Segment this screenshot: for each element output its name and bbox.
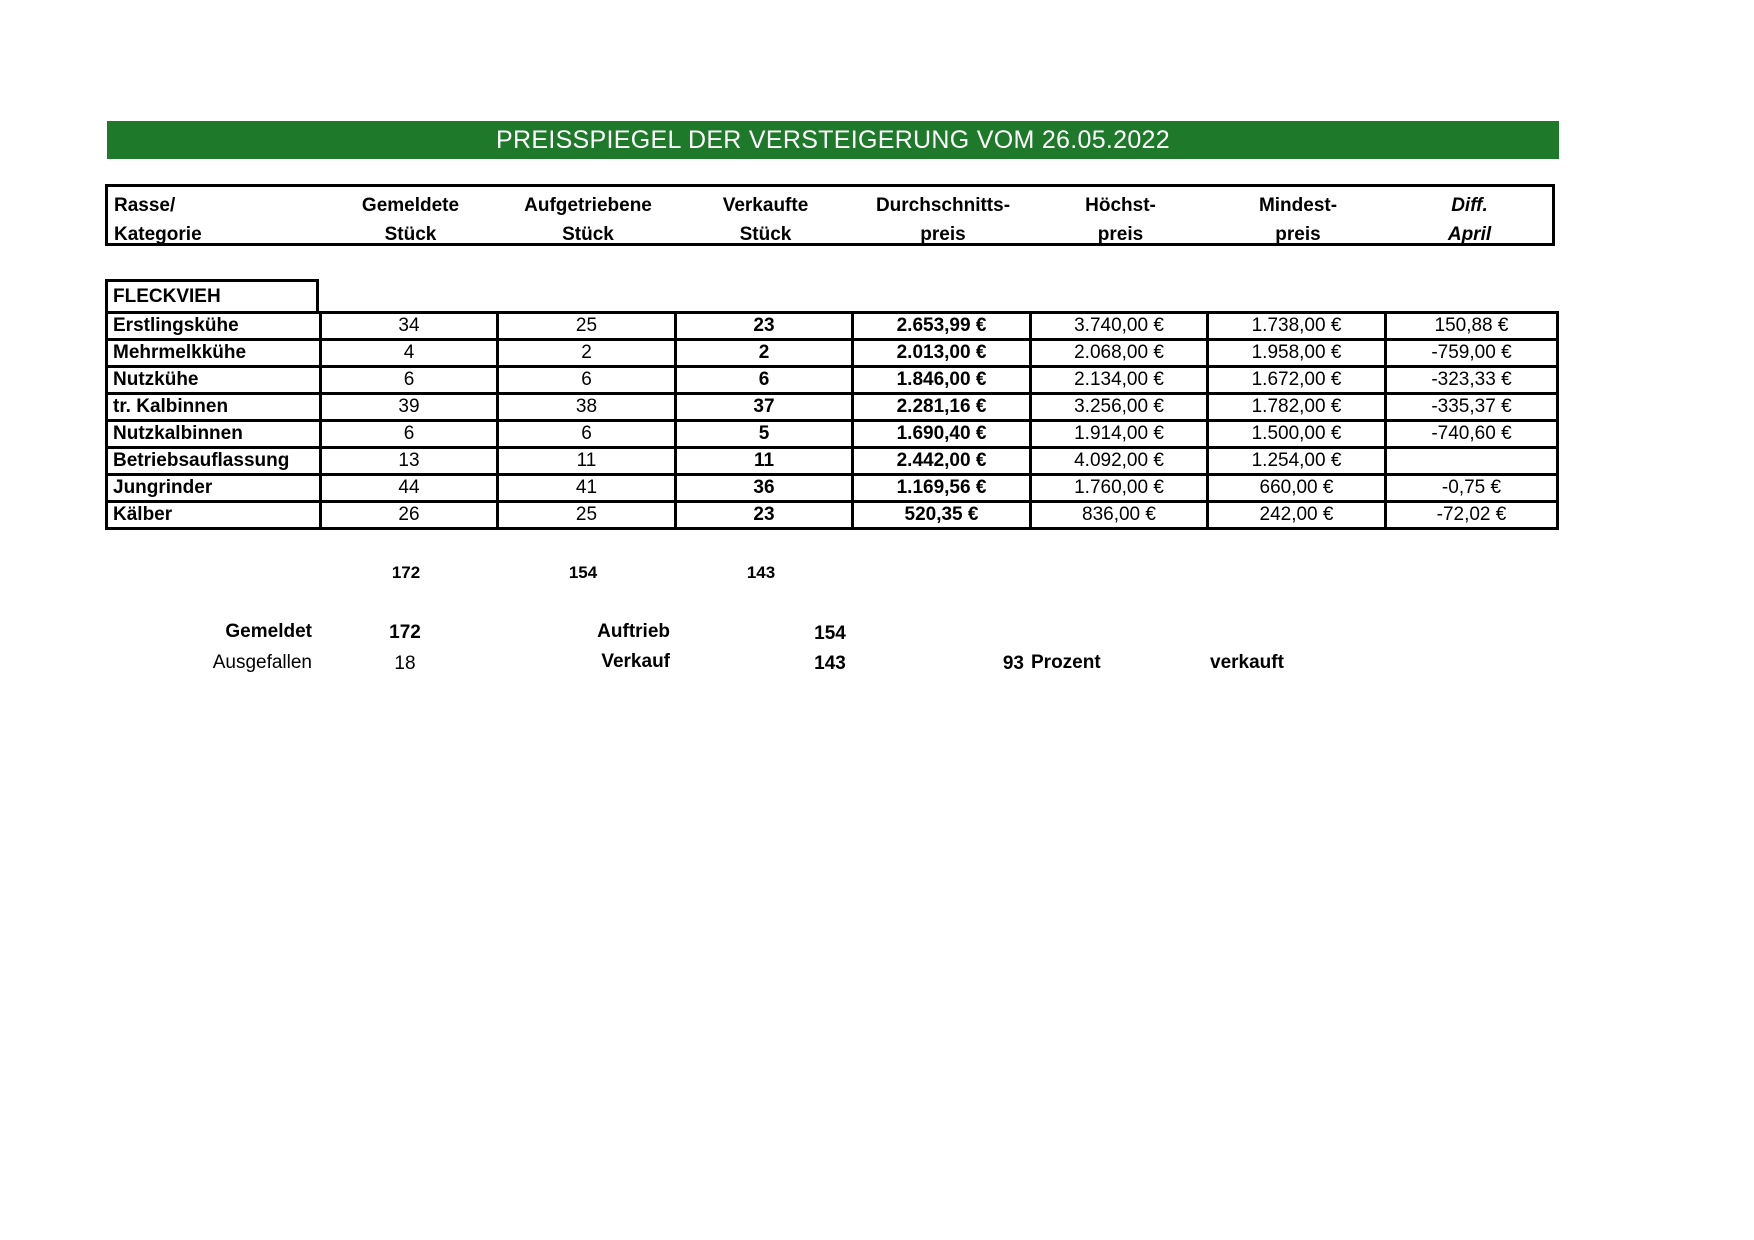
header-max bbox=[1032, 191, 1209, 249]
cell-driven: 25 bbox=[498, 502, 676, 529]
cell-min: 1.500,00 € bbox=[1208, 421, 1386, 448]
header-reported-line1: Gemeldete bbox=[361, 195, 460, 216]
header-reported-line2: Stück bbox=[384, 224, 437, 245]
summary-auftrieb-label: Auftrieb bbox=[597, 621, 670, 642]
header-diff-line2: April bbox=[1447, 224, 1492, 245]
table-header bbox=[105, 184, 1555, 246]
cell-reported: 6 bbox=[321, 421, 498, 448]
summary-verkauf-label: Verkauf bbox=[601, 651, 670, 672]
cell-avg: 1.846,00 € bbox=[853, 367, 1031, 394]
cell-reported: 26 bbox=[321, 502, 498, 529]
cell-reported: 39 bbox=[321, 394, 498, 421]
header-avg bbox=[854, 191, 1032, 249]
header-min bbox=[1209, 191, 1387, 249]
summary-gemeldet-value: 172 bbox=[389, 622, 421, 643]
cell-avg: 2.281,16 € bbox=[853, 394, 1031, 421]
cell-driven: 11 bbox=[498, 448, 676, 475]
header-category-line2: Kategorie bbox=[114, 224, 202, 245]
cell-sold: 5 bbox=[676, 421, 853, 448]
cell-min: 1.958,00 € bbox=[1208, 340, 1386, 367]
table-row bbox=[107, 394, 1558, 421]
cell-driven: 2 bbox=[498, 340, 676, 367]
cell-max: 1.760,00 € bbox=[1031, 475, 1208, 502]
cell-reported: 6 bbox=[321, 367, 498, 394]
cell-cat: Nutzkalbinnen bbox=[107, 421, 321, 448]
total-reported: 172 bbox=[391, 563, 421, 582]
header-category-line1: Rasse/ bbox=[114, 195, 176, 216]
summary-percent-value: 93 bbox=[1002, 653, 1024, 674]
cell-max: 3.740,00 € bbox=[1031, 313, 1208, 340]
page-title: PREISSPIEGEL DER VERSTEIGERUNG VOM 26.05.2022 bbox=[107, 121, 1559, 159]
cell-diff: -72,02 € bbox=[1386, 502, 1558, 529]
header-max-line2: preis bbox=[1097, 224, 1144, 245]
cell-min: 1.672,00 € bbox=[1208, 367, 1386, 394]
header-min-line2: preis bbox=[1275, 224, 1321, 245]
summary-verkauf-value: 143 bbox=[814, 653, 846, 674]
cell-diff: 150,88 € bbox=[1386, 313, 1558, 340]
cell-reported: 4 bbox=[321, 340, 498, 367]
summary-ausgefallen-value: 18 bbox=[394, 653, 416, 674]
cell-max: 2.134,00 € bbox=[1031, 367, 1208, 394]
header-max-line1: Höchst- bbox=[1085, 195, 1156, 216]
cell-diff: -759,00 € bbox=[1386, 340, 1558, 367]
cell-sold: 37 bbox=[676, 394, 853, 421]
summary-gemeldet-label: Gemeldet bbox=[225, 621, 312, 642]
cell-driven: 41 bbox=[498, 475, 676, 502]
cell-diff: -323,33 € bbox=[1386, 367, 1558, 394]
cell-sold: 36 bbox=[676, 475, 853, 502]
cell-reported: 34 bbox=[321, 313, 498, 340]
header-sold bbox=[677, 191, 854, 249]
cell-cat: Jungrinder bbox=[107, 475, 321, 502]
cell-avg: 1.690,40 € bbox=[853, 421, 1031, 448]
cell-reported: 13 bbox=[321, 448, 498, 475]
header-diff-line1: Diff. bbox=[1451, 195, 1488, 216]
cell-diff bbox=[1386, 448, 1558, 475]
total-driven: 154 bbox=[568, 563, 598, 582]
cell-driven: 38 bbox=[498, 394, 676, 421]
cell-driven: 6 bbox=[498, 367, 676, 394]
cell-cat: Kälber bbox=[107, 502, 321, 529]
table-row bbox=[107, 367, 1558, 394]
section-label: FLECKVIEH bbox=[105, 279, 319, 314]
cell-min: 1.782,00 € bbox=[1208, 394, 1386, 421]
cell-diff: -0,75 € bbox=[1386, 475, 1558, 502]
cell-avg: 1.169,56 € bbox=[853, 475, 1031, 502]
cell-min: 1.254,00 € bbox=[1208, 448, 1386, 475]
cell-sold: 6 bbox=[676, 367, 853, 394]
cell-reported: 44 bbox=[321, 475, 498, 502]
summary-percent-label: Prozent bbox=[1031, 652, 1101, 673]
summary-ausgefallen-label: Ausgefallen bbox=[212, 652, 312, 673]
cell-sold: 11 bbox=[676, 448, 853, 475]
cell-diff: -335,37 € bbox=[1386, 394, 1558, 421]
table-row bbox=[107, 502, 1558, 529]
cell-max: 4.092,00 € bbox=[1031, 448, 1208, 475]
cell-avg: 2.653,99 € bbox=[853, 313, 1031, 340]
header-sold-line1: Verkaufte bbox=[722, 195, 809, 216]
price-table bbox=[105, 311, 1559, 530]
header-avg-line1: Durchschnitts- bbox=[875, 195, 1011, 216]
cell-cat: Betriebsauflassung bbox=[107, 448, 321, 475]
cell-sold: 23 bbox=[676, 313, 853, 340]
header-diff bbox=[1387, 191, 1552, 249]
cell-cat: Mehrmelkkühe bbox=[107, 340, 321, 367]
cell-avg: 2.442,00 € bbox=[853, 448, 1031, 475]
table-row bbox=[107, 313, 1558, 340]
total-sold: 143 bbox=[746, 563, 776, 582]
cell-min: 242,00 € bbox=[1208, 502, 1386, 529]
header-category bbox=[114, 191, 314, 249]
cell-driven: 6 bbox=[498, 421, 676, 448]
cell-min: 1.738,00 € bbox=[1208, 313, 1386, 340]
cell-avg: 520,35 € bbox=[853, 502, 1031, 529]
cell-cat: Erstlingskühe bbox=[107, 313, 321, 340]
header-avg-line2: preis bbox=[920, 224, 966, 245]
cell-sold: 2 bbox=[676, 340, 853, 367]
header-reported bbox=[322, 191, 499, 249]
cell-min: 660,00 € bbox=[1208, 475, 1386, 502]
cell-max: 1.914,00 € bbox=[1031, 421, 1208, 448]
cell-diff: -740,60 € bbox=[1386, 421, 1558, 448]
summary-verkauft-label: verkauft bbox=[1210, 652, 1284, 673]
header-driven-line2: Stück bbox=[562, 224, 614, 245]
cell-avg: 2.013,00 € bbox=[853, 340, 1031, 367]
cell-cat: tr. Kalbinnen bbox=[107, 394, 321, 421]
table-row bbox=[107, 475, 1558, 502]
header-driven-line1: Aufgetriebene bbox=[524, 195, 652, 216]
cell-driven: 25 bbox=[498, 313, 676, 340]
cell-sold: 23 bbox=[676, 502, 853, 529]
cell-max: 3.256,00 € bbox=[1031, 394, 1208, 421]
cell-max: 836,00 € bbox=[1031, 502, 1208, 529]
summary-auftrieb-value: 154 bbox=[814, 623, 846, 644]
table-row bbox=[107, 448, 1558, 475]
table-row bbox=[107, 421, 1558, 448]
table-row bbox=[107, 340, 1558, 367]
cell-max: 2.068,00 € bbox=[1031, 340, 1208, 367]
header-min-line1: Mindest- bbox=[1258, 195, 1338, 216]
cell-cat: Nutzkühe bbox=[107, 367, 321, 394]
header-driven bbox=[499, 191, 677, 249]
header-sold-line2: Stück bbox=[739, 224, 792, 245]
